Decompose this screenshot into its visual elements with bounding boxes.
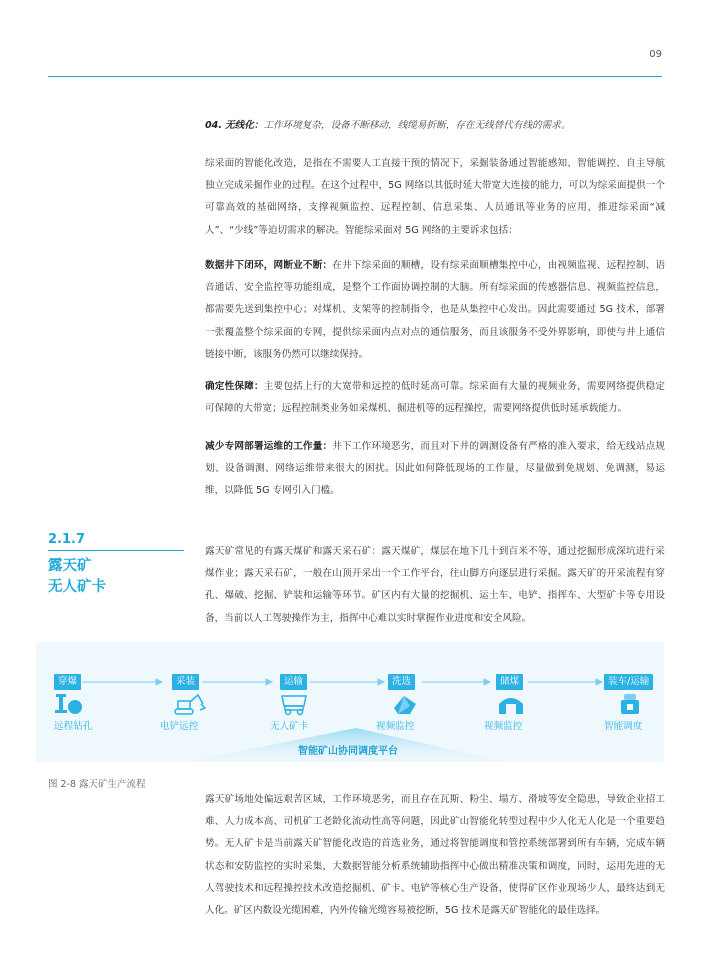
open-pit-paragraph xyxy=(205,541,665,630)
step-tag-5: 储煤 xyxy=(496,674,523,690)
truck-icon xyxy=(280,692,308,720)
step-label-5: 视频监控 xyxy=(484,721,523,732)
step-tag-4: 洗选 xyxy=(388,674,415,690)
flow-arrow-3-head xyxy=(378,679,384,685)
intro-text: 综采面的智能化改造，是指在不需要人工直接干预的情况下，采掘装备通过智能感知、智能调控、自主导航独立完成采掘作业的过程。在这个过程中，5G 网络以其低时延大带宽大连接的能力，可以为综采面提供一个可靠高效的基础网络，支撑视频监控、远程控制、信息采集、人员通讯等业务的应用，推进综采面“减人”、“少线”等迫切需求的解决。智能综采面对 5G 网络的主要诉求包括： xyxy=(205,158,665,236)
flow-arrow-5-head xyxy=(596,679,602,685)
intro-paragraph xyxy=(205,153,665,242)
step-tag-3: 运输 xyxy=(280,674,307,690)
req3-text: 井下工作环境恶劣，而且对下井的调测设备有严格的准入要求，给无线站点规划、设备调测、网络运维带来很大的困扰。因此如何降低现场的工作量，尽量做到免规划、免调测，易运维，以降低 5G 专网引入门槛。 xyxy=(205,441,666,497)
excavator-icon xyxy=(172,692,206,720)
platform-label: 智能矿山协同调度平台 xyxy=(298,746,398,757)
point-text: 工作环境复杂，设备不断移动，线缆易折断，存在无线替代有线的需求。 xyxy=(263,120,571,131)
loading-icon xyxy=(616,692,644,720)
req2-title: 确定性保障： xyxy=(205,381,264,392)
step-label-2: 电铲远控 xyxy=(160,721,199,732)
point-4 xyxy=(205,115,665,137)
step-tag-6: 装车/运输 xyxy=(604,674,653,690)
figure-caption: 图 2-8 露天矿生产流程 xyxy=(48,779,146,790)
req1-text: 在井下综采面的顺槽，设有综采面顺槽集控中心，由视频监视、远程控制、语音通话、安全监控等功能组成，是整个工作面协调控制的大脑。所有综采面的传感器信息、视频监控信息，都需要先送到集控中心；对煤机、支架等的控制指令，也是从集控中心发出。因此需要通过 5G 技术，部署一张覆盖整个综采面的专网，提供综采面内点对点的通信服务，而且该服务不受外界影响，即使与井上通信链接中断，该服务仍然可以继续保持。 xyxy=(205,260,666,360)
step-label-4: 视频监控 xyxy=(376,721,415,732)
point-title: 无线化： xyxy=(225,120,264,131)
point-number: 04. xyxy=(205,120,222,131)
section-title-line2: 无人矿卡 xyxy=(48,579,106,595)
flow-arrow-4-head xyxy=(484,679,490,685)
header-rule xyxy=(48,76,662,77)
final-text: 露天矿场地处偏远艰苦区域，工作环境恶劣，而且存在瓦斯、粉尘、塌方、滑坡等安全隐患，导致企业招工难、人力成本高、司机矿工老龄化流动性高等问题，因此矿山智能化转型过程中少人化无人化是一个重要趋势。无人矿卡是当前露天矿智能化改造的首选业务，通过将智能调度和管控系统部署到所有车辆，完成车辆状态和安防监控的实时采集，大数据智能分析系统辅助指挥中心做出精准决策和调度，同时，运用先进的无人驾驶技术和远程操控技术改造挖掘机、矿卡、电铲等核心生产设备，使得矿区作业现场少人，最终达到无人化。矿区内数设光缆困难，内外传输光缆容易被挖断，5G 技术是露天矿智能化的最佳选择。 xyxy=(205,794,665,917)
section-title-line1: 露天矿 xyxy=(48,558,92,574)
final-paragraph xyxy=(205,789,665,922)
storage-icon xyxy=(497,692,525,720)
requirement-2 xyxy=(205,376,665,420)
req3-title: 减少专网部署运维的工作量： xyxy=(205,441,333,452)
requirement-1 xyxy=(205,255,665,366)
page-number: 09 xyxy=(649,49,662,60)
step-tag-2: 采装 xyxy=(172,674,199,690)
open-pit-text: 露天矿常见的有露天煤矿和露天采石矿：露天煤矿，煤层在地下几十到百米不等，通过挖掘形成深坑进行采煤作业；露天采石矿，一般在山顶开采出一个工作平台，往山脚方向逐层进行采掘。露天矿的开采流程有穿孔、爆破、挖掘、铲装和运输等环节。矿区内有大量的挖掘机、运土车、电铲、指挥车、大型矿卡等专用设备，当前以人工驾驶操作为主，指挥中心难以实时掌握作业进度和安全风险。 xyxy=(205,546,665,624)
flow-arrow-1-head xyxy=(156,679,162,685)
req1-title: 数据井下闭环，网断业不断： xyxy=(205,260,333,271)
step-label-3: 无人矿卡 xyxy=(270,721,309,732)
section-rule xyxy=(48,550,184,551)
step-label-1: 远程钻孔 xyxy=(54,721,93,732)
flow-arrow-2-head xyxy=(266,679,272,685)
requirement-3 xyxy=(205,436,665,503)
step-tag-1: 穿爆 xyxy=(54,674,81,690)
ore-icon xyxy=(390,692,420,720)
section-title xyxy=(48,556,106,598)
drill-icon xyxy=(53,692,83,720)
step-label-6: 智能调度 xyxy=(604,721,643,732)
production-flow-diagram xyxy=(36,642,664,762)
req2-text: 主要包括上行的大宽带和远控的低时延高可靠。综采面有大量的视频业务，需要网络提供稳定可保障的大带宽；远程控制类业务如采煤机、掘进机等的远程操控，需要网络提供低时延承载能力。 xyxy=(205,381,666,415)
section-number: 2.1.7 xyxy=(48,532,86,547)
